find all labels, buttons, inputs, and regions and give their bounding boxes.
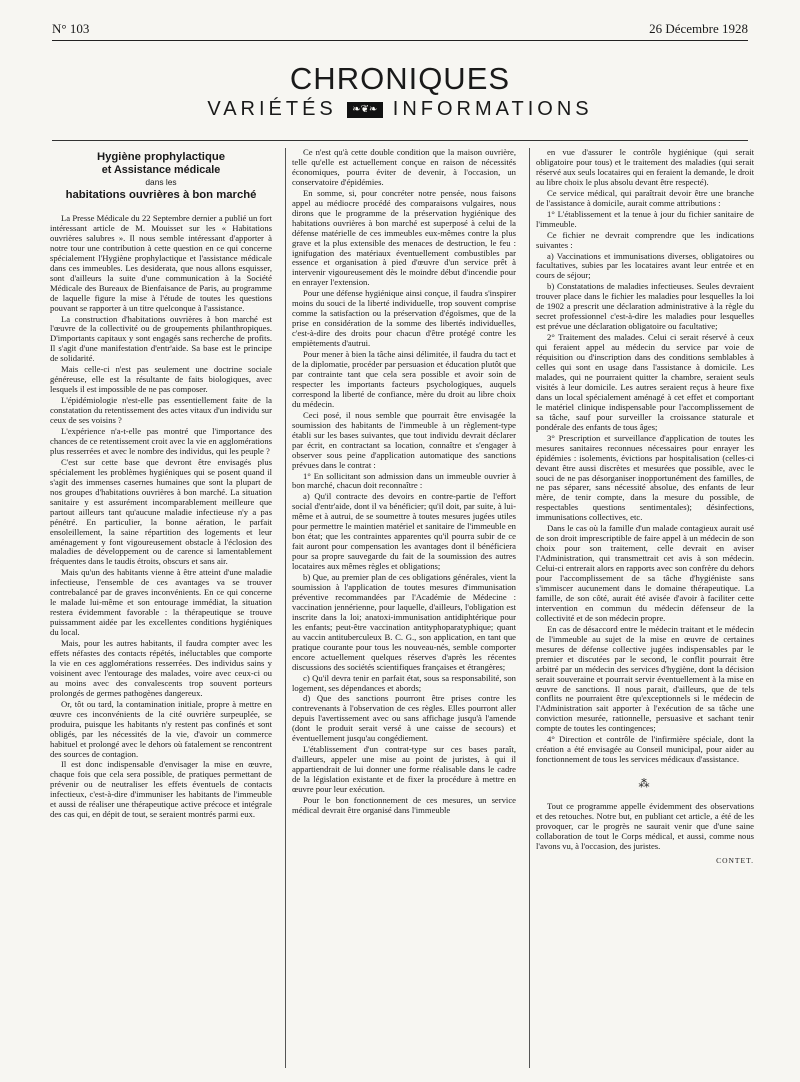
column-3-conclusion	[536, 802, 754, 852]
paragraph: L'épidémiologie n'est-elle pas essentiellement faite de la constatation du retentissement des actes vitaux d'un individu sur ceux de ses voisins ?	[50, 395, 272, 426]
article-title-line: et Assistance médicale	[101, 164, 221, 176]
paragraph: Ce service médical, qui paraîtrait devoir être une branche de l'assistance à domicile, aurait comme attributions :	[536, 187, 754, 208]
paragraph: 3° Prescription et surveillance d'application de toutes les mesures sanitaires reconnues nécessaires pour enrayer les épidémies : isolements, évictions par hospitalisation (celles-ci devant être aussi discrètes et mesurées que possible, avec le souci de ne pas désorganiser inopportunément des familles, de ne pas séparer, sans nécessité absolue, des enfants de leur mère, de tenir compte, dans la mesure du possible, de respectables questions sentimentales); désinfections, immunisations collectives, etc.	[536, 432, 754, 523]
section-heading	[0, 62, 800, 121]
paragraph: b) Constatations de maladies infectieuses. Seules devraient trouver place dans le fichier les maladies pour lesquelles la loi de 1902 a prescrit une déclaration administrative à la règle du secret professionnel c'est-à-dire les maladies pour lesquelles est prévue une déclaration obligatoire ou facultative;	[536, 281, 754, 332]
paragraph: 1° L'établissement et la tenue à jour du fichier sanitaire de l'immeuble.	[536, 208, 754, 229]
issue-number: N° 103	[52, 21, 90, 36]
section-subtitle	[0, 98, 800, 121]
paragraph: 2° Traitement des malades. Celui ci serait réservé à ceux qui feraient appel au médecin du service par voie de réquisition ou d'inscription dans des conditions semblables à celles qui sont en usage dans l'assistance à domicile. Les malades, qui ne pourraient quitter la chambre, seraient seuls visités à leur domicile. Les autres seraient reçus à heure fixe dans un local spécialement aménagé à cet effet et comportant le matériel clinique indispensable pour l'accomplissement de sa tâche, sauf pour surveiller la croissance staturale et pondérale des enfants de tous âges;	[536, 332, 754, 432]
paragraph: Dans le cas où la famille d'un malade contagieux aurait usé de son droit imprescriptible de faire appel à un médecin de son choix pour son traitement, celle devrait en aviser l'Administration, qui transmettrait cet avis à son médecin. Celui-ci entrerait alors en rapports avec son confrère du dehors pour l'accomplissement de sa tâche d'hygiéniste sans s'immiscer aucunement dans le domaine thérapeutique. La famille, de son côté, aurait été avisée d'avoir à faciliter cette intervention en commun du médecin défenseur de la collectivité et de son médecin propre.	[536, 523, 754, 623]
paragraph: La Presse Médicale du 22 Septembre dernier a publié un fort intéressant article de M. Mouisset sur les « Habitations ouvrières salubres ». Il nous semble intéressant d'apporter à notre tour une contribution à cette question en ce qui concerne spécialement l'Hygiène prophylactique et l'assistance médicale dans ces immeubles. Les desiderata, que nous allons esquisser, sont d'ailleurs la suite d'une communication à la Société Médicale des Bureaux de Bienfaisance de Paris, au programme de laquelle figure la mise à l'étude de toutes les questions pouvant se rapporter à un titre quelconque à l'assistance.	[50, 213, 272, 313]
paragraph: Mais celle-ci n'est pas seulement une doctrine sociale généreuse, elle est la résultante de faits biologiques, avec lesquels il est impossible de ne pas composer.	[50, 364, 272, 395]
paragraph: 4° Direction et contrôle de l'infirmière spéciale, dont la création a été envisagée au Conseil municipal, pour aider au fonctionnement de tous les services médicaux d'assistance.	[536, 734, 754, 765]
paragraph: Tout ce programme appelle évidemment des observations et des retouches. Notre but, en publiant cet article, a été de les provoquer, car le progrès ne saurait venir que d'une saine collaboration de tout le Corps médical, et aussi, comme nous l'avons vu, à l'occasion, des juristes.	[536, 801, 754, 851]
paragraph: b) Que, au premier plan de ces obligations générales, vient la soumission à l'application de toutes mesures d'immunisation préventive recommandées par l'Académie de Médecine : vaccination jennérienne, pour laquelle, d'ailleurs, l'obligation est inscrite dans la loi; anatoxi-immunisation antidiphtérique pour les enfants; peut-être vaccination antityphoparatyphique; quant au vaccin antituberculeux B. C. G., son application, en tant que pratique courante pour tous les nouveau-nés, semble comporter encore actuellement quelques réserves d'après les récentes discussions des sociétés scientifiques françaises et étrangères;	[292, 572, 516, 672]
column-1	[50, 148, 272, 1068]
paragraph: La construction d'habitations ouvrières à bon marché est l'œuvre de la collectivité ou de groupements philanthropiques. D'importants capitaux y sont engagés sans recherche de profits. Il s'agit d'une manifestation d'entr'aide. Sa base est le principe de solidarité.	[50, 313, 272, 364]
asterism-icon: ⁂	[638, 778, 652, 791]
section-left-label: VARIÉTÉS	[207, 98, 337, 120]
paragraph: en vue d'assurer le contrôle hygiénique (qui serait obligatoire pour tous) et le traitement des maladies (qui serait réservé aux seuls locataires qui en feraient la demande, le droit au libre choix le plus absolu devant être respecté).	[536, 148, 754, 187]
paragraph: d) Que des sanctions pourront être prises contre les contrevenants à l'observation de ces règles. Elles pourront aller depuis l'avertissement avec ou sans affichage jusqu'à l'amende (dont le produit serait versé à une caisse de secours) et éventuellement jusqu'au congédiement.	[292, 693, 516, 744]
article-title-line: habitations ouvrières à bon marché	[65, 189, 257, 201]
article-columns	[50, 148, 754, 1068]
section-title: CHRONIQUES	[289, 61, 511, 96]
article-title	[50, 150, 272, 202]
paragraph: Pour mener à bien la tâche ainsi délimitée, il faudra du tact et de la diplomatie, procéder par persuasion et éducation plutôt que par contrainte tant que cela sera possible et avoir soin de respecter les importants facteurs psychologiques, auquels correspond la liberté de confiance, mère du droit au libre choix du médecin.	[292, 349, 516, 409]
paragraph: L'expérience n'a-t-elle pas montré que l'importance des chances de ce retentissement croit avec la vie en agglomérations plus resserrées et avec le nombre des individus, qui les peuple ?	[50, 426, 272, 456]
column-3	[529, 148, 754, 1068]
article-title-line: dans les	[145, 177, 177, 187]
paragraph: a) Qu'il contracte des devoirs en contre-partie de l'effort social d'entr'aide, dont il va bénéficier; qu'il doit, par suite, à lui-même et à autrui, de se soumettre à toutes mesures jugées utiles pour permettre le maintien matériel et sanitaire de l'immeuble en bon état; que les contraintes apparentes qu'il pourra subir de ce fait auront pour compensation les avantages dont il bénéficiera pour sa propre sauvegarde du fait de la soumission des autres locataires aux mêmes règles et obligations;	[292, 491, 516, 572]
column-1-body	[50, 214, 272, 820]
ornament-icon: ❧❦❧	[347, 102, 383, 118]
section-right-label: INFORMATIONS	[392, 98, 593, 120]
paragraph: L'établissement d'un contrat-type sur ces bases paraît, d'ailleurs, appeler une mise au point de juristes, à qui il appartiendrait de lui donner une forme réalisable dans le cadre de la législation existante et de fixer la procédure à mettre en œuvre pour leur exécution.	[292, 744, 516, 795]
paragraph: Ceci posé, il nous semble que pourrait être envisagée la soumission des habitants de l'immeuble à un règlement-type établi sur les bases suivantes, que tout individu devrait déclarer par écrit, en contractant sa location, connaître et s'engager à observer sous peine d'application automatique des sanctions prévues dans le contrat :	[292, 409, 516, 470]
paragraph: Mais, pour les autres habitants, il faudra compter avec les effets néfastes des contacts répétés, inéluctables que comporte la vie en ces agglomérations resserrées. Des individus sains y voisinent avec l'entourage des malades, voire avec ceux-ci ou au moins avec des convalescents trop souvent porteurs prolongés de germes pathogènes dangereux.	[50, 638, 272, 698]
column-3-body	[536, 148, 754, 765]
paragraph: Mais qu'un des habitants vienne à être atteint d'une maladie infectieuse, l'ensemble de ces avantages va se trouver contrebalancé par de graves inconvénients. En ce qui concerne le malade lui-même et son entourage immédiat, la situation restera évidemment favorable : la thérapeutique se trouve puissamment aidée par les excellentes conditions hygiéniques du local.	[50, 567, 272, 638]
author-signature: CONTET.	[716, 855, 754, 865]
paragraph: Il est donc indispensable d'envisager la mise en œuvre, chaque fois que cela sera possible, de pratiques permettant de prévenir ou de neutraliser les effets éventuels de contacts infectieux, c'est-à-dire d'immuniser les habitants de l'immeuble et aussi de réaliser une thérapeutique active précoce et intégrale des cas qui, en dépit de tout, se seraient montrés parmi eux.	[50, 759, 272, 820]
paragraph: Ce fichier ne devrait comprendre que les indications suivantes :	[536, 229, 754, 250]
column-2	[285, 148, 516, 1068]
column-2-body	[292, 148, 516, 816]
paragraph: En cas de désaccord entre le médecin traitant et le médecin de l'immeuble au sujet de la mise en œuvre de certaines mesures de défense collective jugées indispensables par le premier et discutées par le second, le conflit pourrait être arbitré par un médecin des services d'hygiène, dont la décision serait souveraine et pourrait servir éventuellement à la mise en œuvre de sanctions. Il nous parait, d'ailleurs, que de tels conflits ne pourraient être qu'exceptionnels si le médecin de l'Administration sait apporter à l'exécution de sa tâche une conviction mesurée, rationnelle, persuasive et sachant tenir compte de toutes les contingences;	[536, 623, 754, 734]
paragraph: Pour le bon fonctionnement de ces mesures, un service médical devrait être organisé dans l'immeuble	[292, 795, 516, 815]
paragraph: 1° En sollicitant son admission dans un immeuble ouvrier à bon marché, chacun doit reconnaître :	[292, 470, 516, 491]
paragraph: a) Vaccinations et immunisations diverses, obligatoires ou facultatives, subies par les locataires avant leur entrée et en cours de séjour;	[536, 250, 754, 281]
issue-date: 26 Décembre 1928	[649, 21, 748, 36]
paragraph: Pour une défense hygiénique ainsi conçue, il faudra s'inspirer moins du souci de la liberté individuelle, trop souvent comprise comme la satisfaction ou la préservation d'égoïsmes, que de la prise en considération de la somme des libertés individuelles, c'est-à-dire des droits pour chacun d'être protégé contre les empiètements d'autrui.	[292, 288, 516, 349]
paragraph: Ce n'est qu'à cette double condition que la maison ouvrière, telle qu'elle est actuellement conçue en raison de nécessités économiques, pourra éviter de devenir, à l'occasion, un conservatoire d'épidémies.	[292, 148, 516, 187]
paragraph: Or, tôt ou tard, la contamination initiale, propre à mettre en œuvre ces inconvénients de la cité ouvrière surpeuplée, se produira, puisque les habitants n'y restent pas confinés et sont obligés, par les nécessités de la vie, d'avoir un commerce habituel et prolongé avec le dehors où fatalement se rencontrent des sources de contagion.	[50, 698, 272, 759]
paragraph: C'est sur cette base que devront être envisagés plus spécialement les problèmes hygiéniques qui se posent quand il s'agit des immenses casernes humaines que sont la plupart de nos groupes d'habitations ouvrières à bon marché. La situation sanitaire y est assurément incomparablement meilleure que partout ailleurs tant qu'aucune maladie infectieuse n'y a pas pénétré. En particulier, la bonne aération, le parfait ensoleillement, la saine répartition des logements et leur aménagement y font vigoureusement obstacle à l'éclosion des maladies de développement ou de carence si lamentablement fréquentes dans le taudis étroits, obscurs et sans air.	[50, 456, 272, 567]
paragraph: c) Qu'il devra tenir en parfait état, sous sa responsabilité, son logement, ses dépendances et abords;	[292, 672, 516, 693]
article-title-line: Hygiène prophylactique	[96, 151, 226, 163]
paragraph: En somme, si, pour concréter notre pensée, nous faisons appel au médiocre procédé des comparaisons vulgaires, nous dirons que le programme de la préservation hygiénique des habitations ouvrières à bon marché est superposé à celui de la défense matérielle de ces immeubles eux-mêmes contre la plus grave et la plus extensible des menaces de destruction, le feu : ignifugation des matériaux éventuellement combustibles par essence et organisation à pied d'œuvre d'un service prêt à intervenir vigoureusement dès le moindre début d'incendie pour en enrayer l'extension.	[292, 187, 516, 288]
running-header	[52, 22, 748, 41]
divider	[52, 140, 748, 141]
